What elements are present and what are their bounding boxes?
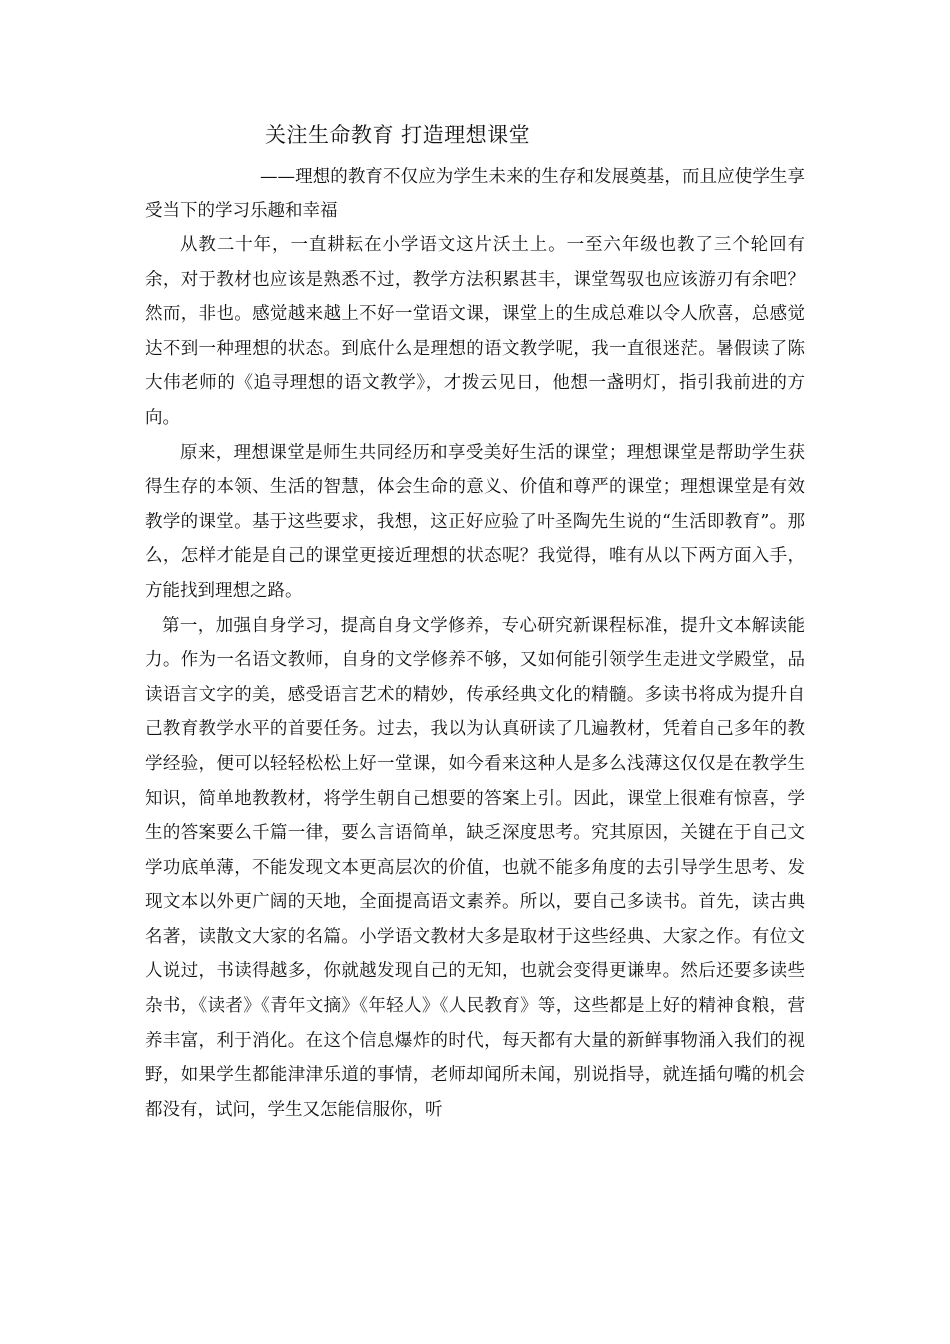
document-subtitle: ——理想的教育不仅应为学生未来的生存和发展奠基，而且应使学生享受当下的学习乐趣和幸福 (145, 167, 805, 221)
paragraph-3: 第一，加强自身学习，提高自身文学修养，专心研究新课程标准，提升文本解读能力。作为一名语文教师，自身的文学修养不够，又如何能引领学生走进文学殿堂，品读语言文字的美，感受语言艺术的精妙，传承经典文化的精髓。多读书将成为提升自己教育教学水平的首要任务。过去，我以为认真研读了几遍教材，凭着自己多年的教学经验，便可以轻轻松松上好一堂课，如今看来这种人是多么浅薄这仅仅是在教学生知识，简单地教教材，将学生朝自己想要的答案上引。因此，课堂上很难有惊喜，学生的答案要么千篇一律，要么言语简单，缺乏深度思考。究其原因，关键在于自己文学功底单薄，不能发现文本更高层次的价值，也就不能多角度的去引导学生思考、发现文本以外更广阔的天地，全面提高语文素养。所以，要自己多读书。首先，读古典名著，读散文大家的名篇。小学语文教材大多是取材于这些经典、大家之作。有位文人说过，书读得越多，你就越发现自己的无知，也就会变得更谦卑。然后还要多读些杂书，《读者》《青年文摘》《年轻人》《人民教育》等，这些都是上好的精神食粮，营养丰富，利于消化。在这个信息爆炸的时代，每天都有大量的新鲜事物涌入我们的视野，如果学生都能津津乐道的事情，老师却闻所未闻，别说指导，就连插句嘴的机会都没有，试问，学生又怎能信服你，听 (145, 615, 805, 1120)
paragraph-1: 从教二十年，一直耕耘在小学语文这片沃土上。一至六年级也教了三个轮回有余，对于教材也应该是熟悉不过，教学方法积累甚丰，课堂驾驭也应该游刃有余吧？然而，非也。感觉越来越上不好一堂语文课，课堂上的生成总难以令人欣喜，总感觉达不到一种理想的状态。到底什么是理想的语文教学呢，我一直很迷茫。暑假读了陈大伟老师的《追寻理想的语文教学》，才拨云见日，他想一盏明灯，指引我前进的方向。 (145, 235, 805, 428)
document-body (145, 228, 805, 1127)
document-title: 关注生命教育 打造理想课堂 (265, 123, 531, 147)
paragraph-2: 原来，理想课堂是师生共同经历和享受美好生活的课堂；理想课堂是帮助学生获得生存的本领、生活的智慧，体会生命的意义、价值和尊严的课堂；理想课堂是有效教学的课堂。基于这些要求，我想，这正好应验了叶圣陶先生说的“生活即教育”。那么，怎样才能是自己的课堂更接近理想的状态呢？我觉得，唯有从以下两方面入手，方能找到理想之路。 (145, 442, 805, 601)
